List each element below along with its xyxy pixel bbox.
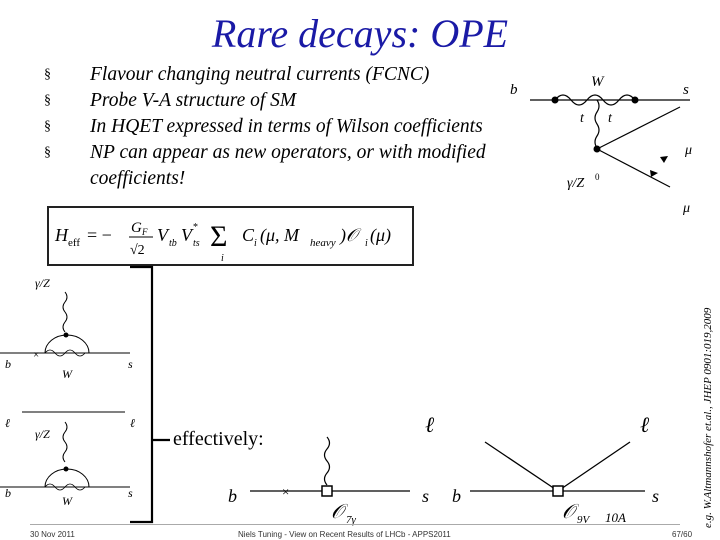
svg-text:W: W xyxy=(62,367,72,381)
vertex-icon xyxy=(632,97,639,104)
svg-text:eff: eff xyxy=(68,237,81,249)
svg-text:*: * xyxy=(193,222,198,233)
svg-text:s: s xyxy=(652,486,660,506)
svg-text:i: i xyxy=(365,238,368,249)
svg-text:×: × xyxy=(282,484,290,499)
bullet-item: § NP can appear as new operators, or with modified coefficients! xyxy=(44,142,486,189)
svg-text:s: s xyxy=(128,357,133,371)
bullet-item: § Probe V-A structure of SM xyxy=(40,88,560,114)
svg-text:0: 0 xyxy=(595,172,600,182)
svg-text:heavy: heavy xyxy=(310,237,336,249)
svg-text:)𝒪: )𝒪 xyxy=(340,225,358,245)
svg-text:s: s xyxy=(128,486,133,500)
svg-text:ts: ts xyxy=(193,238,200,249)
svg-text:s: s xyxy=(683,82,689,98)
svg-text:𝒪: 𝒪 xyxy=(562,501,575,523)
bullet-marker: § xyxy=(44,93,51,108)
svg-text:γ/Z: γ/Z xyxy=(35,276,50,290)
svg-text:b: b xyxy=(5,357,11,371)
svg-text:γ/Z: γ/Z xyxy=(35,427,50,441)
svg-text:C: C xyxy=(242,225,255,245)
bullet-list xyxy=(40,62,560,192)
svg-text:7γ: 7γ xyxy=(346,514,356,526)
operator-vertex-icon xyxy=(553,486,563,496)
svg-text:b: b xyxy=(452,486,461,506)
svg-text:γ/Z: γ/Z xyxy=(567,176,585,191)
svg-text:√2: √2 xyxy=(130,243,145,258)
bullet-item: § Flavour changing neutral currents (FCNC) xyxy=(40,62,560,88)
citation-note: e.g. W.Altmannshofer et.al., JHEP 0901:019,2009 xyxy=(702,307,714,528)
footer-date: 30 Nov 2011 xyxy=(30,530,75,539)
penguin-feynman-diagram xyxy=(500,62,700,222)
slide-title: Rare decays: OPE xyxy=(211,11,509,56)
svg-text:= −: = − xyxy=(87,225,112,245)
svg-text:(μ, M: (μ, M xyxy=(260,225,300,245)
svg-text:b: b xyxy=(510,82,518,98)
svg-text:G: G xyxy=(131,220,142,236)
svg-text:ℓ: ℓ xyxy=(425,412,435,437)
bullet-marker: § xyxy=(44,145,51,160)
svg-text:i: i xyxy=(221,253,224,264)
effective-operator-diagrams xyxy=(220,400,680,530)
effectively-label: effectively: xyxy=(173,428,264,450)
svg-text:ℓ: ℓ xyxy=(130,416,135,430)
vertex-icon xyxy=(552,97,559,104)
svg-text:ℓ: ℓ xyxy=(5,416,10,430)
svg-text:(μ): (μ) xyxy=(370,225,392,245)
svg-text:b: b xyxy=(228,486,237,506)
svg-text:F: F xyxy=(142,227,148,237)
left-feynman-diagrams xyxy=(0,262,175,530)
bracket xyxy=(130,267,152,522)
svg-text:t: t xyxy=(608,111,612,126)
footer-divider xyxy=(30,524,680,525)
svg-text:W: W xyxy=(62,494,72,508)
bullet-marker: § xyxy=(44,67,51,82)
svg-text:tb: tb xyxy=(169,238,177,249)
svg-text:ℓ: ℓ xyxy=(640,412,650,437)
svg-text:H: H xyxy=(55,225,68,245)
page-number: 67/60 xyxy=(672,530,693,539)
svg-text:𝒪: 𝒪 xyxy=(331,501,344,523)
svg-text:μ: μ xyxy=(685,143,693,158)
operator-vertex-icon xyxy=(322,486,332,496)
svg-text:Σ: Σ xyxy=(210,220,228,253)
svg-text:W: W xyxy=(591,74,604,90)
footer-title: Niels Tuning - View on Recent Results of LHCb - APPS2011 xyxy=(238,530,451,539)
svg-text:i: i xyxy=(254,238,257,249)
svg-text:10A: 10A xyxy=(605,510,626,525)
svg-text:μ: μ xyxy=(683,201,691,216)
svg-text:V: V xyxy=(181,225,192,245)
svg-text:s: s xyxy=(422,486,430,506)
svg-text:V: V xyxy=(157,225,168,245)
svg-text:×: × xyxy=(33,349,40,361)
bullet-marker: § xyxy=(44,119,51,134)
svg-text:b: b xyxy=(5,486,11,500)
photon-line xyxy=(595,100,599,148)
svg-text:t: t xyxy=(580,111,584,126)
svg-text:9V: 9V xyxy=(577,514,590,526)
effective-hamiltonian-formula xyxy=(47,206,413,266)
bullet-item: § In HQET expressed in terms of Wilson coefficients xyxy=(40,114,560,140)
